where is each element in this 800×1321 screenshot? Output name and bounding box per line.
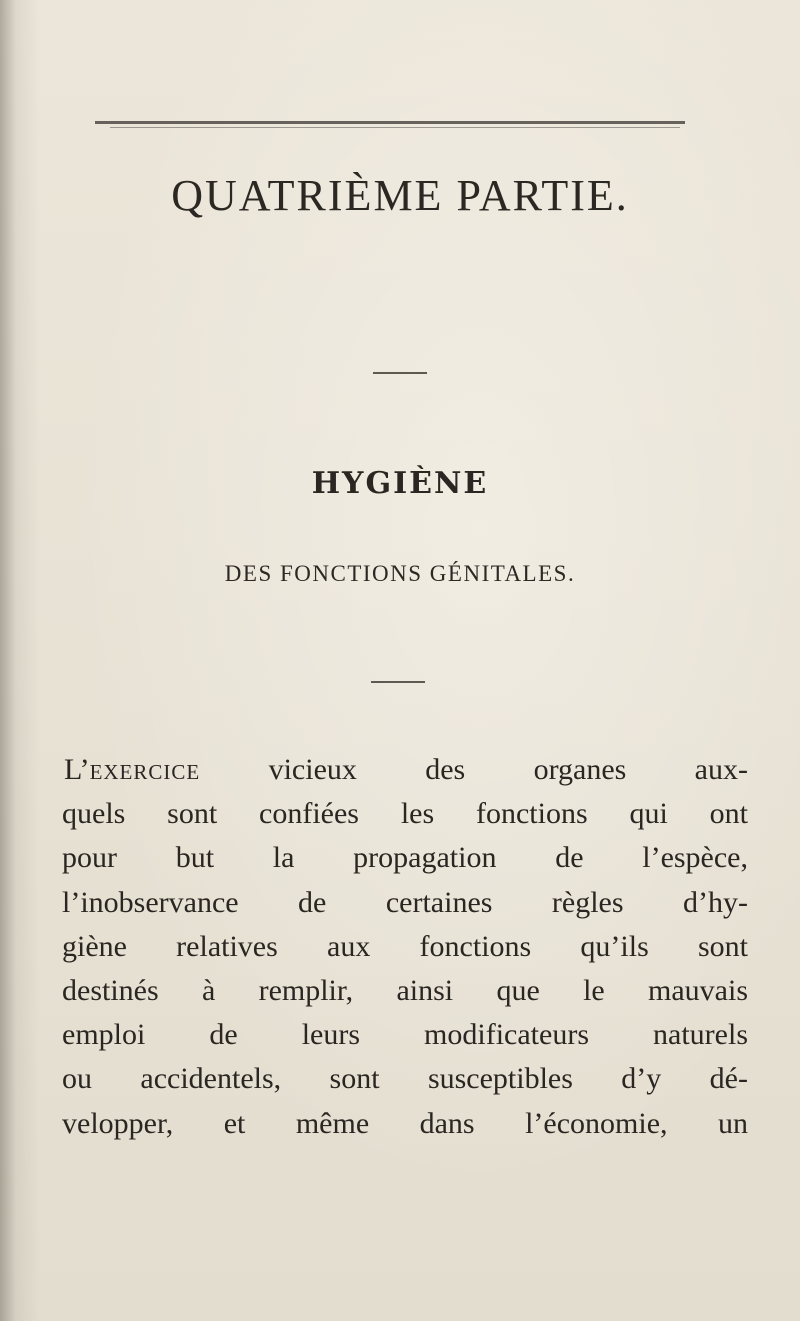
text-line: l’inobservance de certaines règles d’hy-: [62, 885, 748, 919]
separator-dash: [371, 681, 425, 683]
text-line: destinés à remplir, ainsi que le mauvais: [62, 974, 748, 1008]
first-word-smallcaps: exercice: [89, 753, 201, 786]
text-line: ou accidentels, sont susceptibles d’y dé-: [62, 1062, 748, 1096]
top-rule: [95, 121, 685, 124]
text-line: velopper, et même dans l’économie, un: [62, 1106, 748, 1140]
text-line: pour but la propagation de l’espèce,: [62, 841, 748, 875]
first-word-prefix: L’: [64, 753, 90, 786]
text-line: giène relatives aux fonctions qu’ils sont: [62, 929, 748, 963]
part-title: QUATRIÈME PARTIE.: [171, 171, 629, 220]
text-line: emploi de leurs modificateurs naturels: [62, 1018, 748, 1052]
section-subtitle: DES FONCTIONS GÉNITALES.: [224, 561, 576, 586]
top-rule-thin: [110, 127, 680, 128]
line-text: vicieux des organes aux-: [200, 753, 748, 786]
body-paragraph: [62, 748, 748, 1146]
separator-dash: [373, 372, 427, 374]
text-line: quels sont confiées les fonctions qui ont: [62, 797, 748, 831]
text-line: [62, 748, 748, 792]
section-title: HYGIÈNE: [311, 466, 489, 501]
